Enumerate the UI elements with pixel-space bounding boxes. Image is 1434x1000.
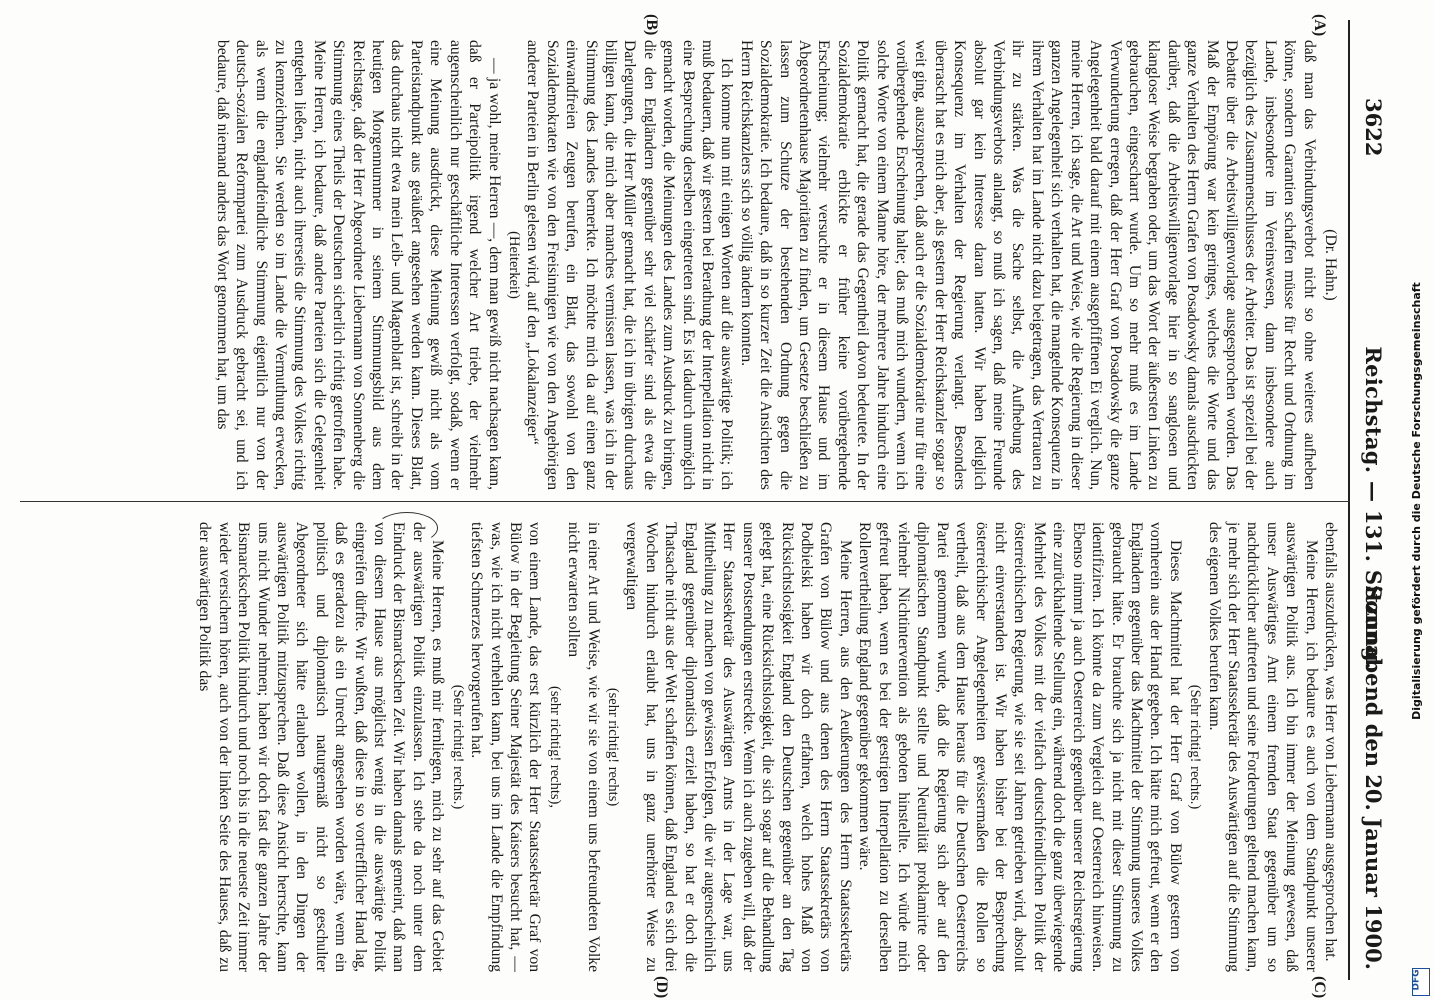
paragraph: daß man das Verbindungsverbot nicht so ohne weiteres aufheben könne, sondern Garantien schaffen müsse für Recht und Ordnung im Lande, insbesondere im Vereinswesen, dann insbesondere auch bezüglich des Zusammenschlusses der Arbeiter. Das ist speziell bei der Debatte über die Arbeitswilligenvorlage ausgesprochen worden. Das Maß der Empörung war kein geringes, welches die Worte und das ganze Verhalten des Herrn Grafen von Posadowsky damals ausdrückten darüber, daß die Arbeitswilligenvorlage hier in so sanglosen und klangloser Weise begraben oder, um das Wort der äußersten Linken zu gebrauchen, eingescharrt wurde. Um so mehr muß es im Lande Verwunderung erregen, daß der Herr Graf von Posadowsky die ganze Angelegenheit bald darauf mit einem ausgepfiffenen Ei verglich. Nun, meine Herren, ich sage, die Art und Weise, wie die Regierung in dieser ganzen Angelegenheit sich verhalten hat, die mangelnde Konsequenz in ihrem Verhalten hat im Lande nicht dazu beigetragen, das Vertrauen zu ihr zu stärken. Was die Sache selbst, die Aufhebung des Verbindungsverbots anlangt, so muß ich sagen, daß meine Freunde absolut gar kein Interesse daran hatten. Wir haben lediglich Konsequenz im Verhalten der Regierung verlangt. Besonders überrascht hat es mich aber, als gestern der Herr Reichskanzler sogar so weit ging, auszusprechen, daß auch er die Sozialdemokratie nur für eine vorübergehende Erscheinung halte; das muß mich wundern, wenn ich solche Worte von einem Manne höre, der mehrere Jahre hindurch eine Politik gemacht hat, die gerade das Gegentheil davon bedeutete. In der Sozialdemokratie erblickte er früher keine vorübergehende Erscheinung; vielmehr versuchte er in diesem Hause und im Abgeordnetenhause Majoritäten zu finden, um Gesetze beschließen zu lassen zum Schutze der bestehenden Ordnung gegen die Sozialdemokratie. Ich bedaure, daß in so kurzer Zeit die Ansichten des Herrn Reichskanzlers sich so völlig ändern konnten.	[737, 40, 1318, 490]
margin-mark-c: (C)	[1311, 976, 1328, 999]
audience-reaction: (Sehr richtig! rechts.)	[449, 684, 466, 810]
dfg-logo	[1412, 968, 1430, 996]
paragraph: Meine Herren, aus den Aeußerungen des Herrn Staatssekretärs Grafen von Bülow und aus denen des Herrn Staatssekretärs von Podbielski haben wir doch erfahren, welch hohes Maß von Rücksichtslosigkeit England den Deutschen gegenüber an den Tag gelegt hat, eine Rücksichtslosigkeit, die sich sogar auf die Behandlung unserer Postsendungen erstreckte. Wenn ich auch zugeben will, daß der Herr Staatssekretär des Auswärtigen Amts in der Lage war, uns Mittheilung zu machen von gewissen Erfolgen, die wir augenscheinlich England gegenüber diplomatisch erzielt haben, so hat er doch die Thatsache nicht aus der Welt schaffen können, daß England es sich drei Wochen hindurch erlaubt hat, uns in ganz unerhörter Weise zu vergewaltigen	[623, 522, 854, 972]
paragraph: in einer Art und Weise, wie wir sie von einem uns befreundeten Volke nicht erwarten sollten	[565, 522, 602, 972]
margin-mark-b: (B)	[643, 14, 660, 36]
paragraph: Meine Herren, ich bedaure es auch von dem Standpunkt unserer auswärtigen Politik aus. Ich bin immer der Meinung gewesen, daß unser Auswärtiges Amt einem fremden Staat gegenüber um so nachdrücklicher auftreten und seine Forderungen geltend machen kann, je mehr sich der Herr Staatssekretär des Auswärtigen auf die Stimmung des eigenen Volkes berufen kann.	[1205, 522, 1320, 972]
audience-reaction: (sehr richtig! rechts),	[546, 686, 563, 808]
dfg-logo-text: DFG	[1411, 969, 1422, 991]
funding-sidebar	[1410, 8, 1430, 994]
session-date: Sonnabend den 20. Januar 1900.	[1361, 585, 1386, 970]
paragraph: ebenfalls auszudrücken, was Herr von Liebermann ausgesprochen hat.	[1322, 522, 1339, 962]
speaker-label: (Dr. Hahn.)	[1322, 229, 1339, 301]
funding-note: Digitalisierung gefördert durch die Deutsche Forschungsgemeinschaft	[1410, 282, 1423, 720]
audience-reaction: (sehr richtig! rechts)	[604, 687, 621, 807]
left-column	[212, 40, 1340, 490]
session-title: Reichstag. — 131. Sitzung.	[1361, 346, 1386, 670]
handwritten-bracket-mark	[376, 512, 438, 544]
page-header	[1352, 18, 1386, 982]
header-rule	[1348, 20, 1350, 980]
paragraph: — ja wohl, meine Herren —, dem man gewiß nicht nachsagen kann, daß er Parteipolitik irgend welcher Art triebe, der vielmehr augenscheinlich nur geschäftliche Interessen verfolgt, sodaß, wenn er eine Meinung ausdrückt, diese Meinung gewiß nicht als vom Parteistandpunkt aus geäußert angesehen werden kann. Dieses Blatt, das durchaus nicht etwa mein Leib- und Magenblatt ist, schreibt in der heutigen Morgennummer in seinem Stimmungsbild aus dem Reichstage, daß der Herr Abgeordnete Liebermann von Sonnenberg die Stimmung eines Theils der Deutschen sicherlich richtig getroffen habe. Meine Herren, ich bedaure, daß andere Parteien sich die Gelegenheit entgehen ließen, nicht auch ihrerseits die Stimmung des Volkes richtig zu kennzeichnen. Sie werden so im Lande die Vermuthung erwecken, als wenn die englandfeindliche Stimmung eigentlich nur von der deutsch-sozialen Reformpartei zum Ausdruck gebracht sei, und ich bedaure, daß niemand anders das Wort genommen hat, um das	[213, 40, 503, 490]
paragraph: von einem Lande, das erst kürzlich der Herr Staatssekretär Graf von Bülow in der Begleitung Seiner Majestät des Kaisers besucht hat, — was, wie ich nicht verhehlen kann, bei uns im Lande die Empfindung tiefsten Schmerzes hervorgerufen hat.	[468, 522, 544, 972]
paragraph: Dieses Machtmittel hat der Herr Graf von Bülow gestern von vornherein aus der Hand gegeben. Ich hätte mich gefreut, wenn er den Engländern gegenüber das Machtmittel der Stimmung unseres Volkes gebraucht hätte. Er brauchte sich ja nicht mit dieser Stimmung zu identifiziren. Ich könnte da zum Vergleich auf Oesterreich hinweisen. Ebenso nimmt ja auch Oesterreich gegenüber unserer Reichsregierung eine zurückhaltende Stellung ein, während doch die ganz überwiegende Mehrheit des Volkes mit der vielfach deutschfeindlichen Politik der österreichischen Regierung, wie sie seit Jahren getrieben wird, absolut nicht einverstanden ist. Wir haben bisher bei der Besprechung österreichischer Angelegenheiten gewissermaßen die Rollen so vertheilt, daß aus dem Hause heraus für die Deutschen Oesterreichs Partei genommen wurde, daß die Regierung sich aber auf den diplomatischen Standpunkt stellte und Neutralität proklamirte oder vielmehr Nichtintervention als geboten hinstellte. Ich würde mich gefreut haben, wenn es bei der gestrigen Interpellation zu derselben Rollenvertheilung England gegenüber gekommen wäre.	[856, 522, 1184, 972]
paragraph: Ich komme nun mit einigen Worten auf die auswärtige Politik; ich muß bedauern, daß wir gestern bei Berathung der Interpellation nicht in eine Besprechung derselben eingetreten sind. Es ist dadurch unmöglich gemacht worden, die Meinungen des Landes zum Ausdruck zu bringen, die den Engländern gegenüber sehr viel schärfer sind als etwa die Darlegungen, die Herr Müller gemacht hat, die ich im übrigen durchaus billigen kann, die mich aber manches vermissen lassen, was ich in der Stimmung des Landes bemerkte. Ich möchte mich da auf einen ganz einwandfreien Zeugen berufen, ein Blatt, das sowohl von den Sozialdemokraten wie von den Freisinnigen wie von den Angehörigen anderer Parteien in Berlin gelesen wird, auf den „Lokalanzeiger“	[524, 40, 736, 490]
page-number: 3622	[1361, 98, 1386, 157]
right-column	[195, 522, 1340, 972]
audience-reaction: (Heiterkeit)	[505, 231, 522, 299]
margin-mark-d: (D)	[653, 976, 670, 999]
column-divider	[20, 501, 1350, 502]
audience-reaction: (Sehr richtig! rechts.)	[1187, 684, 1204, 810]
margin-mark-a: (A)	[1311, 14, 1328, 37]
paragraph: Meine Herren, es muß mir fernliegen, mich zu sehr auf das Gebiet der auswärtigen Politik einzulassen. Ich stehe da noch unter dem Eindruck der Bismarckschen Zeit. Wir haben damals gemeint, daß man von diesem Hause aus möglichst wenig in die auswärtige Politik eingreifen dürfte. Wir wußten, daß diese in so vortrefflicher Hand lag, daß es geradezu als ein Unrecht angesehen worden wäre, wenn ein politisch und diplomatisch naturgemäß nicht so geschulter Abgeordneter sich hätte erlauben wollen, in den Dingen der auswärtigen Politik mitzusprechen. Daß diese Ansicht herrschte, kann uns nicht Wunder nehmen; haben wir doch fast die ganzen Jahre der Bismarckschen Politik hindurch und noch bis in die neueste Zeit immer wieder versichern hören, auch von der linken Seite des Hauses, daß zu der auswärtigen Politik das	[196, 522, 447, 972]
